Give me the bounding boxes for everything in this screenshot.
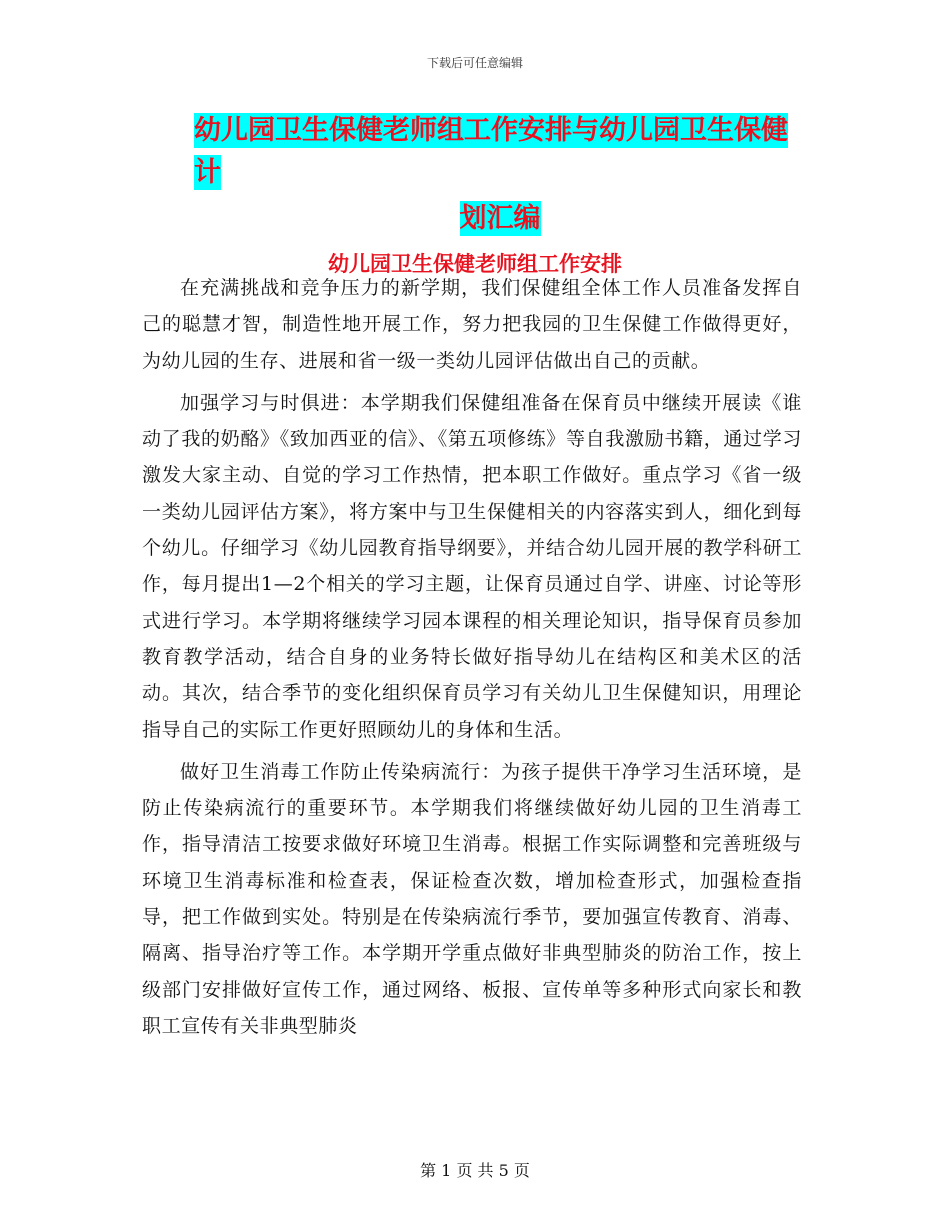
- document-title-line-1: 幼儿园卫生保健老师组工作安排与幼儿园卫生保健计: [194, 115, 788, 188]
- document-title: [190, 110, 810, 240]
- document-body: [142, 270, 802, 1050]
- page-number-footer: 第 1 页 共 5 页: [420, 1161, 530, 1180]
- section-heading: 幼儿园卫生保健老师组工作安排: [328, 252, 622, 276]
- paragraph: 加强学习与时俱进：本学期我们保健组准备在保育员中继续开展读《谁动了我的奶酪》《致加西亚的信》、《第五项修练》等自我激励书籍，通过学习激发大家主动、自觉的学习工作热情，把本职工作做好。重点学习《省一级一类幼儿园评估方案》，将方案中与卫生保健相关的内容落实到人，细化到每个幼儿。仔细学习《幼儿园教育指导纲要》，并结合幼儿园开展的教学科研工作，每月提出1—2个相关的学习主题，让保育员通过自学、讲座、讨论等形式进行学习。本学期将继续学习园本课程的相关理论知识，指导保育员参加教育教学活动，结合自身的业务特长做好指导幼儿在结构区和美术区的活动。其次，结合季节的变化组织保育员学习有关幼儿卫生保健知识，用理论指导自己的实际工作更好照顾幼儿的身体和生活。: [142, 391, 802, 741]
- paragraph: 在充满挑战和竞争压力的新学期，我们保健组全体工作人员准备发挥自己的聪慧才智，制造性地开展工作，努力把我园的卫生保健工作做得更好，为幼儿园的生存、进展和省一级一类幼儿园评估做出自己的贡献。: [142, 277, 802, 372]
- document-title-line-2: 划汇编: [459, 203, 541, 234]
- paragraph: 做好卫生消毒工作防止传染病流行：为孩子提供干净学习生活环境，是防止传染病流行的重要环节。本学期我们将继续做好幼儿园的卫生消毒工作，指导清洁工按要求做好环境卫生消毒。根据工作实际调整和完善班级与环境卫生消毒标准和检查表，保证检查次数，增加检查形式，加强检查指导，把工作做到实处。特别是在传染病流行季节，要加强宣传教育、消毒、隔离、指导治疗等工作。本学期开学重点做好非典型肺炎的防治工作，按上级部门安排做好宣传工作，通过网络、板报、宣传单等多种形式向家长和教职工宣传有关非典型肺炎: [142, 760, 802, 1037]
- header-note: 下载后可任意编辑: [426, 56, 523, 70]
